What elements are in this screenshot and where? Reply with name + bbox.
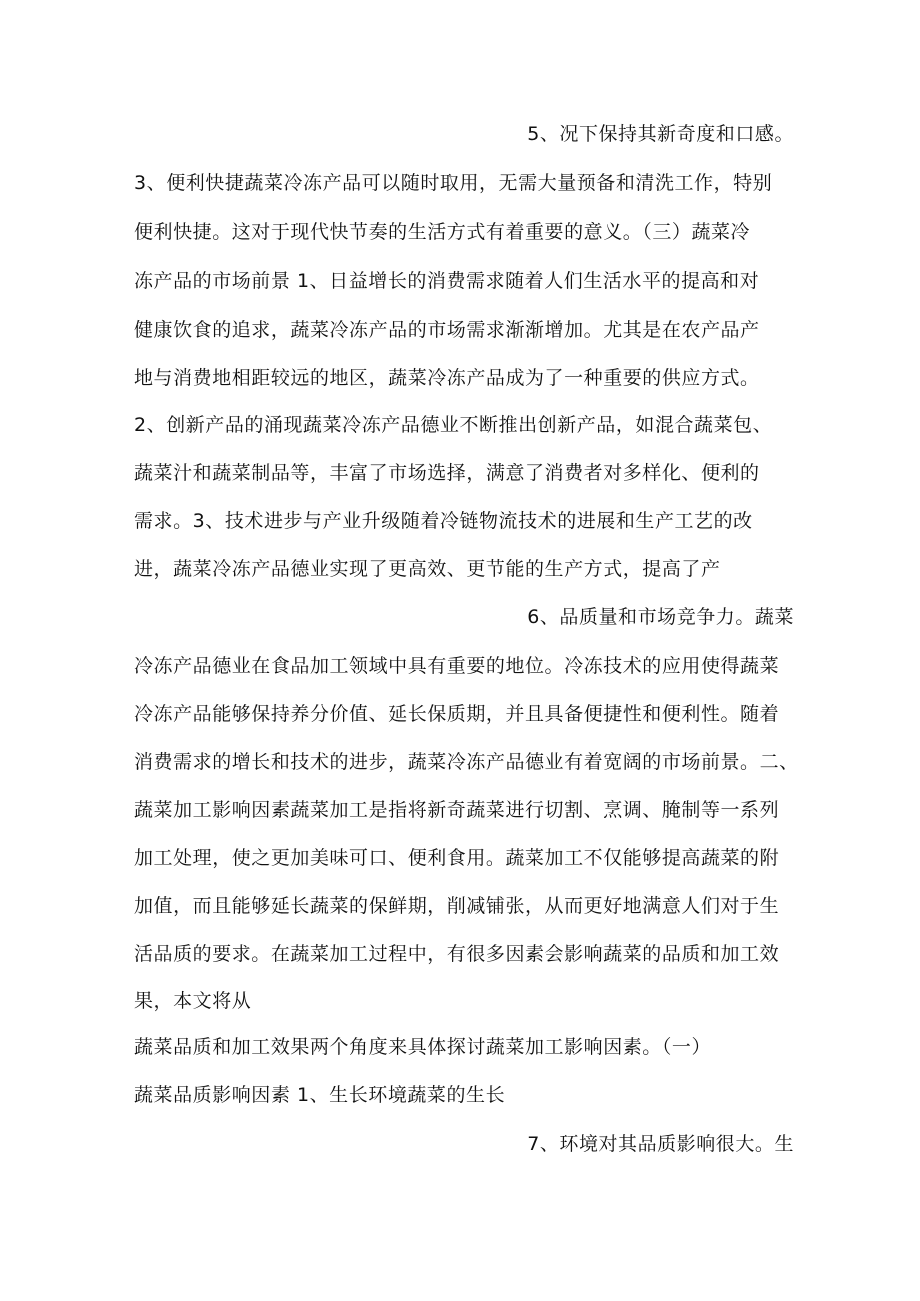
text-line: 冻产品的市场前景 1、日益增长的消费需求随着人们生活水平的提高和对 xyxy=(134,270,760,292)
text-line: 进，蔬菜冷冻产品德业实现了更高效、更节能的生产方式，提高了产 xyxy=(134,558,721,580)
text-line: 蔬菜品质和加工效果两个角度来具体探讨蔬菜加工影响因素。（一） xyxy=(134,1036,712,1058)
text-line: 冷冻产品德业在食品加工领域中具有重要的地位。冷冻技术的应用使得蔬菜 xyxy=(134,655,780,677)
text-line: 蔬菜品质影响因素 1、生长环境蔬菜的生长 xyxy=(134,1084,506,1106)
text-line: 活品质的要求。在蔬菜加工过程中，有很多因素会影响蔬菜的品质和加工效 xyxy=(134,943,780,965)
text-line: 需求。3、技术进步与产业升级随着冷链物流技术的进展和生产工艺的改 xyxy=(134,510,753,532)
text-line: 果，本文将从 xyxy=(134,990,252,1012)
text-line: 2、创新产品的涌现蔬菜冷冻产品德业不断推出创新产品，如混合蔬菜包、 xyxy=(134,414,773,436)
text-line: 地与消费地相距较远的地区，蔬菜冷冻产品成为了一种重要的供应方式。 xyxy=(134,367,760,389)
text-line: 消费需求的增长和技术的进步，蔬菜冷冻产品德业有着宽阔的市场前景。二、 xyxy=(134,751,799,773)
text-line: 6、品质量和市场竞争力。蔬菜 xyxy=(527,606,794,628)
text-line: 蔬菜加工影响因素蔬菜加工是指将新奇蔬菜进行切割、烹调、腌制等一系列 xyxy=(134,799,780,821)
text-line: 7、环境对其品质影响很大。生 xyxy=(527,1133,794,1155)
text-line: 3、便利快捷蔬菜冷冻产品可以随时取用，无需大量预备和清洗工作，特别 xyxy=(134,172,773,194)
text-line: 加值，而且能够延长蔬菜的保鲜期，削减铺张，从而更好地满意人们对于生 xyxy=(134,895,780,917)
text-line: 5、况下保持其新奇度和口感。 xyxy=(527,123,794,145)
text-line: 冷冻产品能够保持养分价值、延长保质期，并且具备便捷性和便利性。随着 xyxy=(134,703,780,725)
text-line: 加工处理，使之更加美味可口、便利食用。蔬菜加工不仅能够提高蔬菜的附 xyxy=(134,847,780,869)
text-line: 便利快捷。这对于现代快节奏的生活方式有着重要的意义。（三）蔬菜冷 xyxy=(134,221,751,243)
text-line: 蔬菜汁和蔬菜制品等，丰富了市场选择，满意了消费者对多样化、便利的 xyxy=(134,462,760,484)
text-line: 健康饮食的追求，蔬菜冷冻产品的市场需求渐渐增加。尤其是在农产品产 xyxy=(134,319,760,341)
